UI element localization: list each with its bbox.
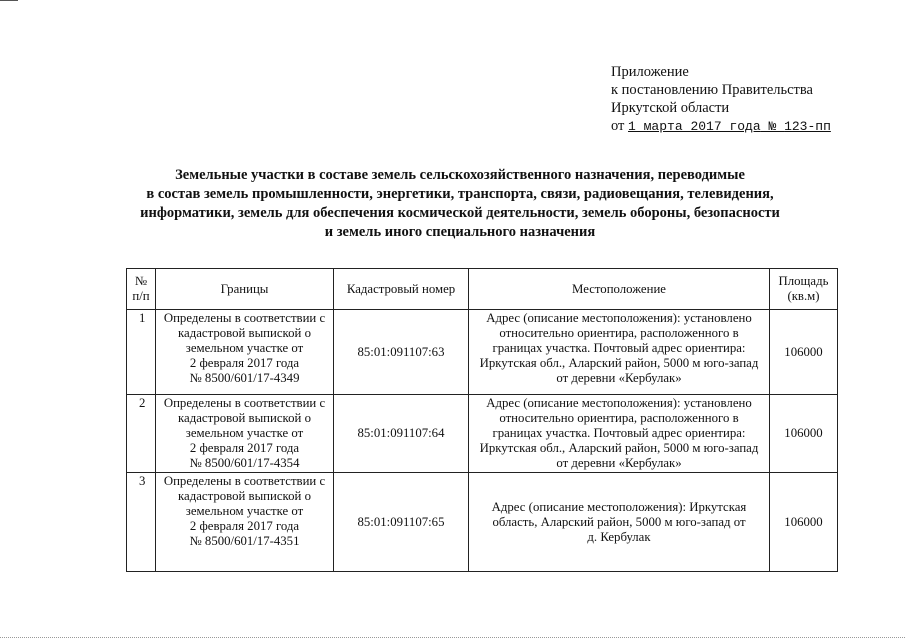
document-title — [120, 166, 800, 242]
location-line: относительно ориентира, расположенного в — [499, 326, 739, 340]
header-area — [770, 269, 838, 310]
appendix-block — [611, 63, 831, 136]
resolution-number-sign: № — [760, 119, 785, 134]
table-row — [127, 395, 838, 473]
row-location — [469, 473, 770, 572]
location-line: д. Кербулак — [587, 529, 651, 544]
title-line: Земельные участки в составе земель сельскохозяйственного назначения, переводимые — [175, 167, 745, 183]
table-row — [127, 473, 838, 572]
borders-line: земельном участке от — [185, 426, 304, 440]
scan-bottom-edge — [0, 637, 905, 638]
appendix-line: Приложение — [611, 64, 689, 80]
table-row — [127, 310, 838, 395]
header-area-line1: Площадь — [778, 274, 829, 288]
row-cadastral: 85:01:091107:65 — [334, 473, 469, 572]
row-area: 106000 — [770, 473, 838, 572]
borders-line: 2 февраля 2017 года — [189, 519, 300, 533]
scan-edge-mark — [0, 0, 18, 1]
borders-line: кадастровой выпиской о — [178, 411, 311, 425]
header-num-line2: п/п — [132, 289, 150, 303]
borders-line: земельном участке от — [185, 504, 304, 518]
appendix-line: к постановлению Правительства — [611, 82, 813, 98]
borders-line: № 8500/601/17-4349 — [189, 371, 300, 385]
resolution-number: 123-пп — [784, 119, 831, 134]
header-num-line1: № — [134, 274, 148, 288]
borders-line: кадастровой выпиской о — [178, 326, 311, 340]
row-num: 3 — [127, 473, 156, 572]
row-area: 106000 — [770, 395, 838, 473]
location-line: Адрес (описание местоположения): установлено — [486, 311, 752, 325]
row-borders — [156, 310, 334, 395]
row-area: 106000 — [770, 310, 838, 395]
land-plots-table — [126, 268, 838, 572]
appendix-resolution-line — [611, 117, 831, 136]
borders-line: Определены в соответствии с — [163, 396, 326, 410]
borders-line: Определены в соответствии с — [163, 311, 326, 325]
borders-line: кадастровой выпиской о — [178, 489, 311, 503]
location-line: Адрес (описание местоположения): установлено — [486, 396, 752, 410]
location-line: область, Аларский район, 5000 м юго-запад от — [492, 514, 746, 529]
table-header-row — [127, 269, 838, 310]
location-line: Иркутская обл., Аларский район, 5000 м юго-запад — [479, 441, 759, 455]
row-cadastral: 85:01:091107:63 — [334, 310, 469, 395]
title-line: в состав земель промышленности, энергетики, транспорта, связи, радиовещания, телевидения, — [146, 186, 774, 202]
borders-line: 2 февраля 2017 года — [189, 441, 300, 455]
row-cadastral: 85:01:091107:64 — [334, 395, 469, 473]
title-line: информатики, земель для обеспечения космической деятельности, земель обороны, безопасности — [140, 205, 780, 221]
header-num — [127, 269, 156, 310]
location-line: от деревни «Кербулак» — [556, 456, 682, 470]
resolution-date: 1 марта 2017 года — [628, 119, 761, 134]
appendix-prefix: от — [611, 118, 629, 134]
location-line: границах участка. Почтовый адрес ориентира: — [492, 426, 746, 440]
borders-line: № 8500/601/17-4351 — [189, 534, 300, 548]
row-borders — [156, 473, 334, 572]
location-line: Адрес (описание местоположения): Иркутская — [491, 499, 747, 514]
header-location: Местоположение — [469, 269, 770, 310]
row-location — [469, 395, 770, 473]
header-cadastral: Кадастровый номер — [334, 269, 469, 310]
row-location — [469, 310, 770, 395]
location-line: Иркутская обл., Аларский район, 5000 м юго-запад — [479, 356, 759, 370]
row-num: 1 — [127, 310, 156, 395]
location-line: относительно ориентира, расположенного в — [499, 411, 739, 425]
row-borders — [156, 395, 334, 473]
borders-line: земельном участке от — [185, 341, 304, 355]
appendix-line: Иркутской области — [611, 100, 730, 116]
row-num: 2 — [127, 395, 156, 473]
header-area-line2: (кв.м) — [787, 289, 820, 303]
location-line: границах участка. Почтовый адрес ориентира: — [492, 341, 746, 355]
borders-line: Определены в соответствии с — [163, 474, 326, 488]
borders-line: 2 февраля 2017 года — [189, 356, 300, 370]
title-line: и земель иного специального назначения — [324, 224, 596, 240]
header-borders: Границы — [156, 269, 334, 310]
borders-line: № 8500/601/17-4354 — [189, 456, 300, 470]
location-line: от деревни «Кербулак» — [556, 371, 682, 385]
